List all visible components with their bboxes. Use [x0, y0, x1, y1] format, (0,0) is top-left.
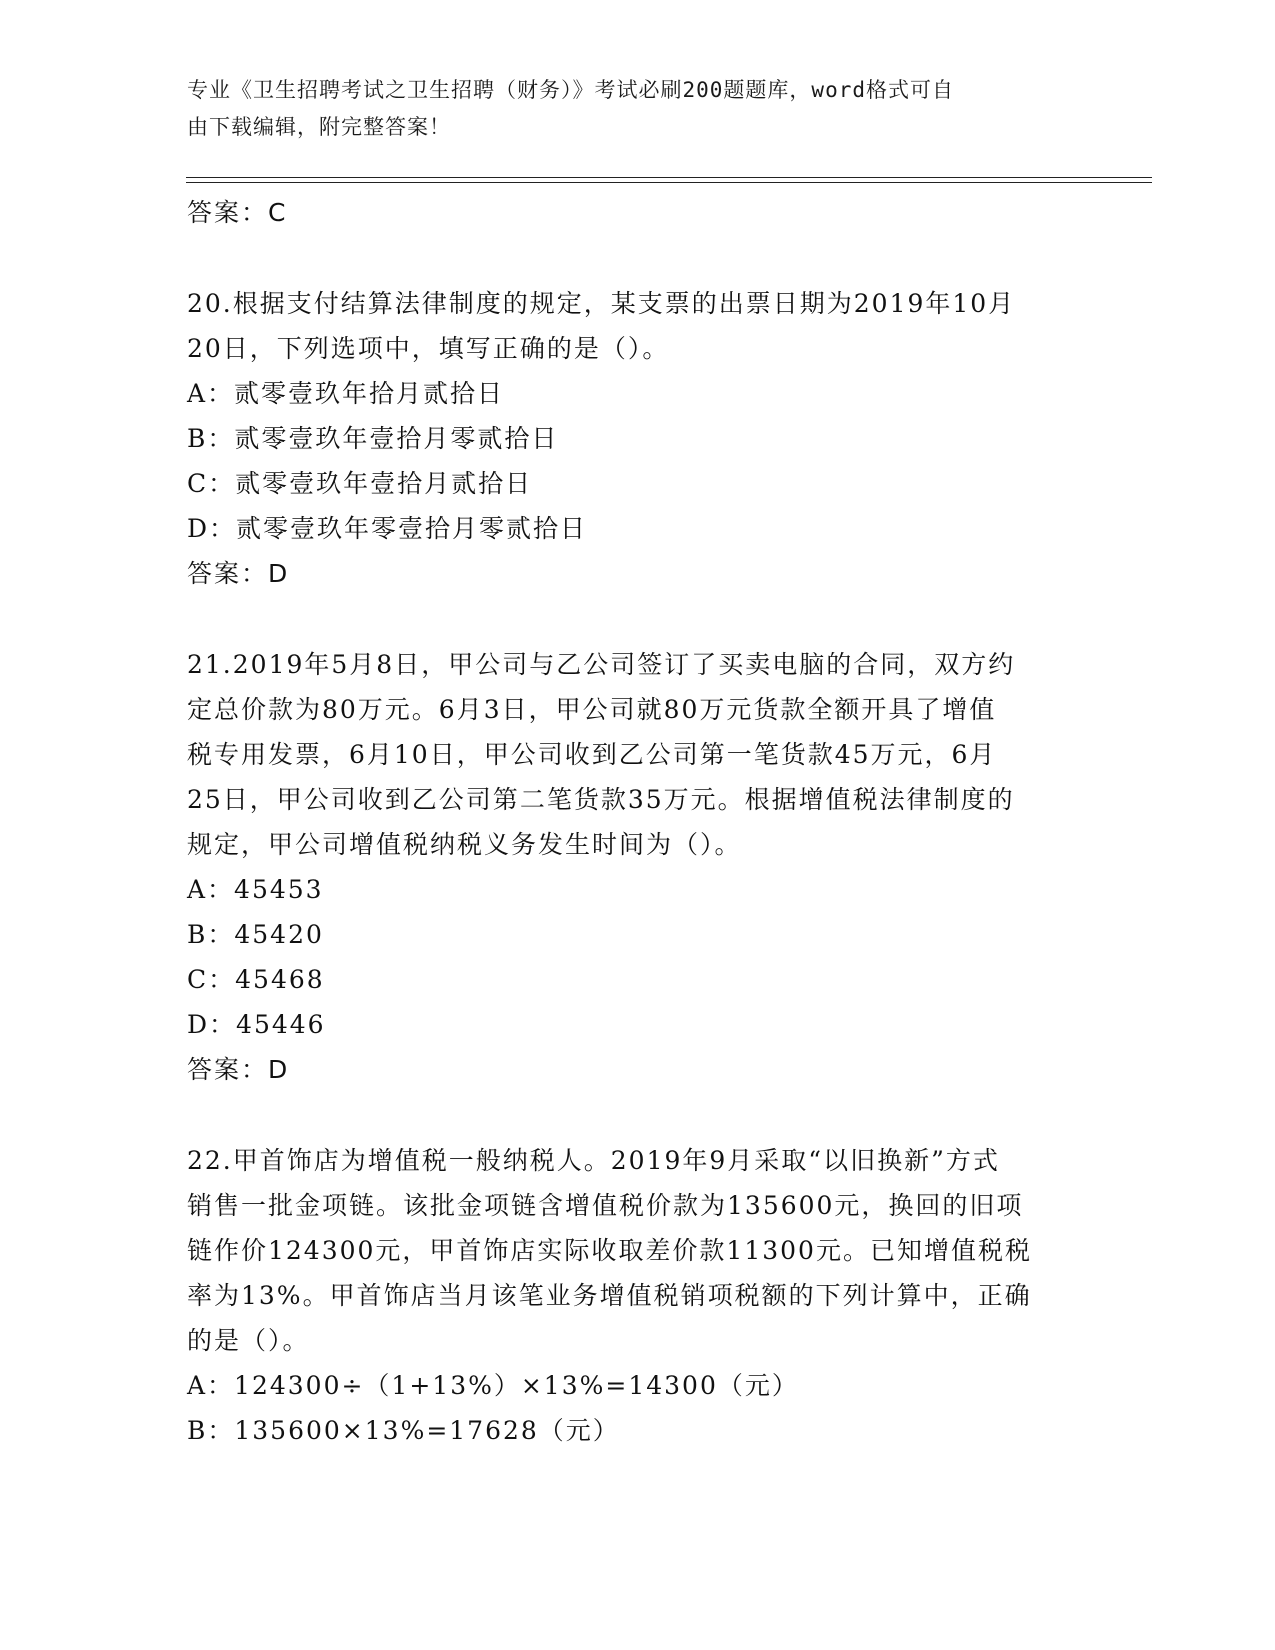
question-stem — [187, 281, 1087, 371]
stem-line: 规定，甲公司增值税纳税义务发生时间为（）。 — [187, 830, 742, 859]
option-c: C：45468 — [187, 965, 325, 994]
option-b: B：135600×13%=17628（元） — [187, 1416, 620, 1445]
header-rule — [186, 177, 1152, 178]
stem-line: 销售一批金项链。该批金项链含增值税价款为135600元，换回的旧项 — [187, 1191, 1024, 1220]
answer-line: 答案：D — [187, 559, 290, 588]
stem-line: 22.甲首饰店为增值税一般纳税人。2019年9月采取“以旧换新”方式 — [187, 1146, 1000, 1175]
answer-line: 答案：C — [187, 198, 288, 227]
option-c: C：贰零壹玖年壹拾月贰拾日 — [187, 469, 533, 498]
question-list — [187, 190, 1087, 1453]
stem-line: 25日，甲公司收到乙公司第二笔货款35万元。根据增值税法律制度的 — [187, 785, 1015, 814]
stem-line: 定总价款为80万元。6月3日，甲公司就80万元货款全额开具了增值 — [187, 695, 997, 724]
question-stem — [187, 1138, 1087, 1363]
header-line: 由下载编辑，附完整答案！ — [187, 115, 451, 139]
question-21 — [187, 642, 1087, 1092]
option-b: B：贰零壹玖年壹拾月零贰拾日 — [187, 424, 559, 453]
question-stem — [187, 642, 1087, 867]
stem-line: 率为13%。甲首饰店当月该笔业务增值税销项税额的下列计算中，正确 — [187, 1281, 1032, 1310]
stem-line: 链作价124300元，甲首饰店实际收取差价款11300元。已知增值税税 — [187, 1236, 1032, 1265]
stem-line: 20.根据支付结算法律制度的规定，某支票的出票日期为2019年10月 — [187, 289, 1016, 318]
option-d: D：贰零壹玖年零壹拾月零贰拾日 — [187, 514, 588, 543]
stem-line: 21.2019年5月8日，甲公司与乙公司签订了买卖电脑的合同，双方约 — [187, 650, 1016, 679]
stem-line: 税专用发票，6月10日，甲公司收到乙公司第一笔货款45万元，6月 — [187, 740, 997, 769]
stem-line: 的是（）。 — [187, 1326, 310, 1355]
question-20 — [187, 281, 1087, 596]
header-line: 专业《卫生招聘考试之卫生招聘（财务）》考试必刷200题题库，word格式可自 — [187, 78, 954, 102]
stem-line: 20日，下列选项中，填写正确的是（）。 — [187, 334, 670, 363]
answer-line: 答案：D — [187, 1055, 290, 1084]
option-a: A：45453 — [187, 875, 324, 904]
document-header — [187, 72, 1067, 146]
option-a: A：贰零壹玖年拾月贰拾日 — [187, 379, 505, 408]
option-a: A：124300÷（1+13%）×13%=14300（元） — [187, 1371, 799, 1400]
option-b: B：45420 — [187, 920, 324, 949]
header-rule — [186, 182, 1152, 183]
question-22 — [187, 1138, 1087, 1453]
option-d: D：45446 — [187, 1010, 326, 1039]
